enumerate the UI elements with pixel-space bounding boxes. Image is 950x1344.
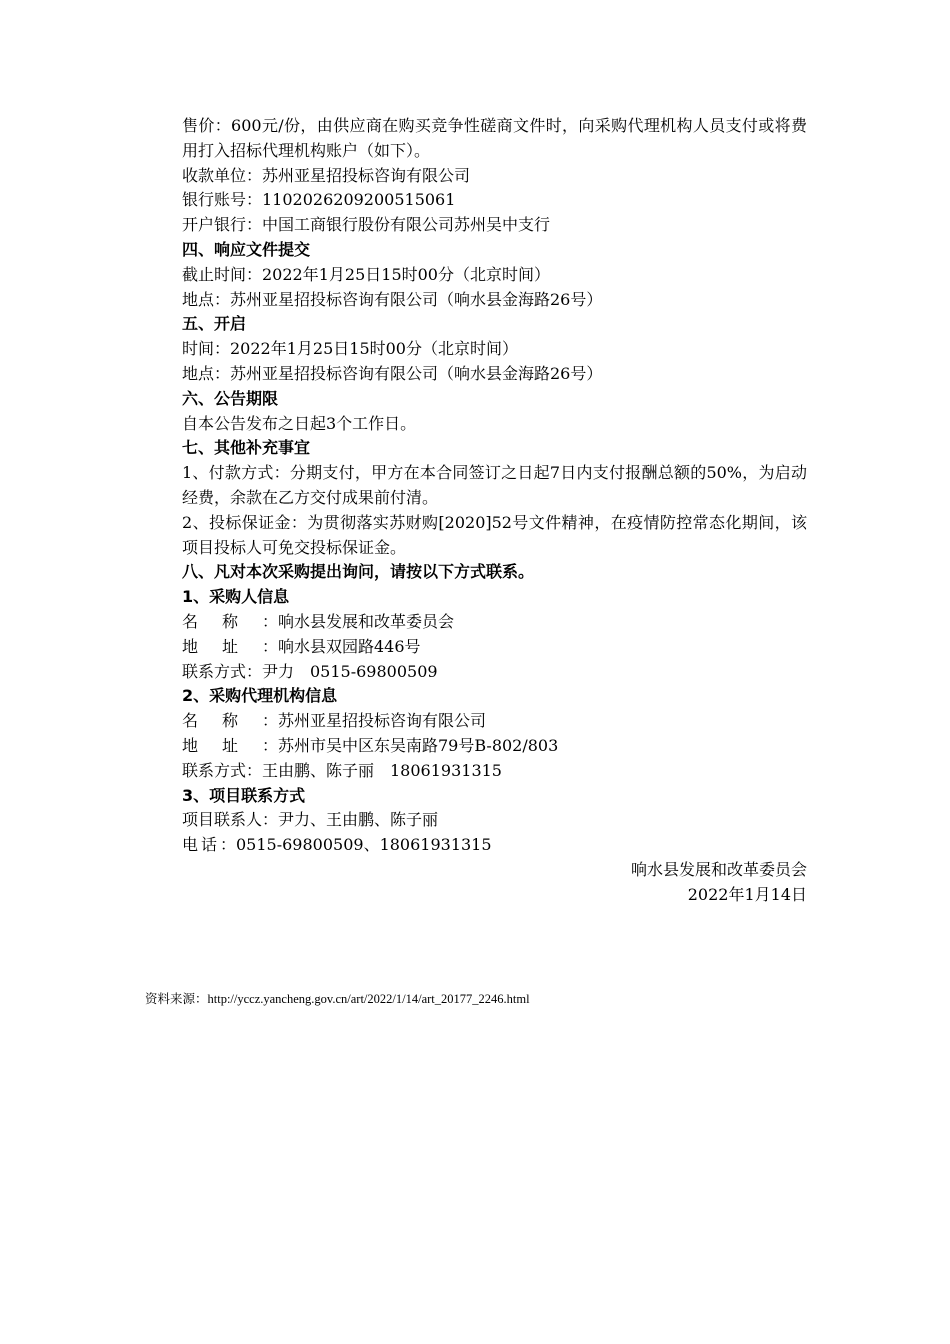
field-label: 名称： (182, 711, 278, 731)
signature-date: 2022年1月14日 (687, 884, 807, 904)
notice-period-line: 自本公告发布之日起3个工作日。 (182, 413, 417, 433)
source-link-note: 资料来源：http://yccz.yancheng.gov.cn/art/2022/1/14/art_20177_2246.html (145, 992, 530, 1006)
agency-contact-line: 联系方式：王由鹏、陈子丽 18061931315 (182, 760, 502, 780)
agency-heading: 2、采购代理机构信息 (182, 686, 338, 706)
project-phone-line (145, 833, 807, 858)
opening-place-line: 地点：苏州亚星招投标咨询有限公司（响水县金海路26号） (182, 363, 603, 383)
agency-name-line (145, 709, 807, 734)
agency-name: 苏州亚星招投标咨询有限公司 (278, 711, 487, 731)
project-phone: 0515-69800509、18061931315 (236, 835, 492, 855)
document-body (145, 114, 807, 908)
section-4-heading: 四、响应文件提交 (182, 239, 311, 259)
section-7-heading: 七、其他补充事宜 (182, 438, 311, 458)
submission-place-line: 地点：苏州亚星招投标咨询有限公司（响水县金海路26号） (182, 289, 603, 309)
purchaser-name-line (145, 610, 807, 635)
purchaser-address: 响水县双园路446号 (278, 636, 421, 656)
agency-address-line (145, 734, 807, 759)
field-label: 地址： (182, 735, 278, 755)
section-5-heading: 五、开启 (182, 314, 247, 334)
field-label: 地址： (182, 636, 278, 656)
deadline-line: 截止时间：2022年1月25日15时00分（北京时间） (182, 264, 550, 284)
section-6-heading: 六、公告期限 (182, 388, 279, 408)
purchaser-name: 响水县发展和改革委员会 (278, 611, 455, 631)
purchaser-heading: 1、采购人信息 (182, 587, 290, 607)
bank-line: 开户银行：中国工商银行股份有限公司苏州吴中支行 (182, 215, 551, 235)
bid-bond-paragraph: 2、投标保证金：为贯彻落实苏财购[2020]52号文件精神，在疫情防控常态化期间，该项目投标人可免交投标保证金。 (182, 512, 807, 557)
project-contact-person-line: 项目联系人：尹力、王由鹏、陈子丽 (182, 810, 439, 830)
payment-method-paragraph: 1、付款方式：分期支付，甲方在本合同签订之日起7日内支付报酬总额的50%，为启动经费，余款在乙方交付成果前付清。 (182, 463, 807, 507)
signature-organization: 响水县发展和改革委员会 (630, 859, 807, 879)
field-label: 电话： (182, 835, 236, 855)
field-label: 名称： (182, 611, 278, 631)
agency-address: 苏州市吴中区东吴南路79号B-802/803 (278, 735, 559, 755)
price-paragraph: 售价：600元/份，由供应商在购买竞争性磋商文件时，向采购代理机构人员支付或将费用打入招标代理机构账户（如下）。 (182, 116, 807, 160)
payee-line: 收款单位：苏州亚星招投标咨询有限公司 (182, 165, 471, 185)
section-8-heading: 八、凡对本次采购提出询问，请按以下方式联系。 (182, 562, 535, 582)
purchaser-address-line (145, 635, 807, 660)
opening-time-line: 时间：2022年1月25日15时00分（北京时间） (182, 339, 518, 359)
purchaser-contact-line: 联系方式：尹力 0515-69800509 (182, 661, 438, 681)
account-line: 银行账号：1102026209200515061 (182, 190, 456, 210)
project-contact-heading: 3、项目联系方式 (182, 785, 306, 805)
